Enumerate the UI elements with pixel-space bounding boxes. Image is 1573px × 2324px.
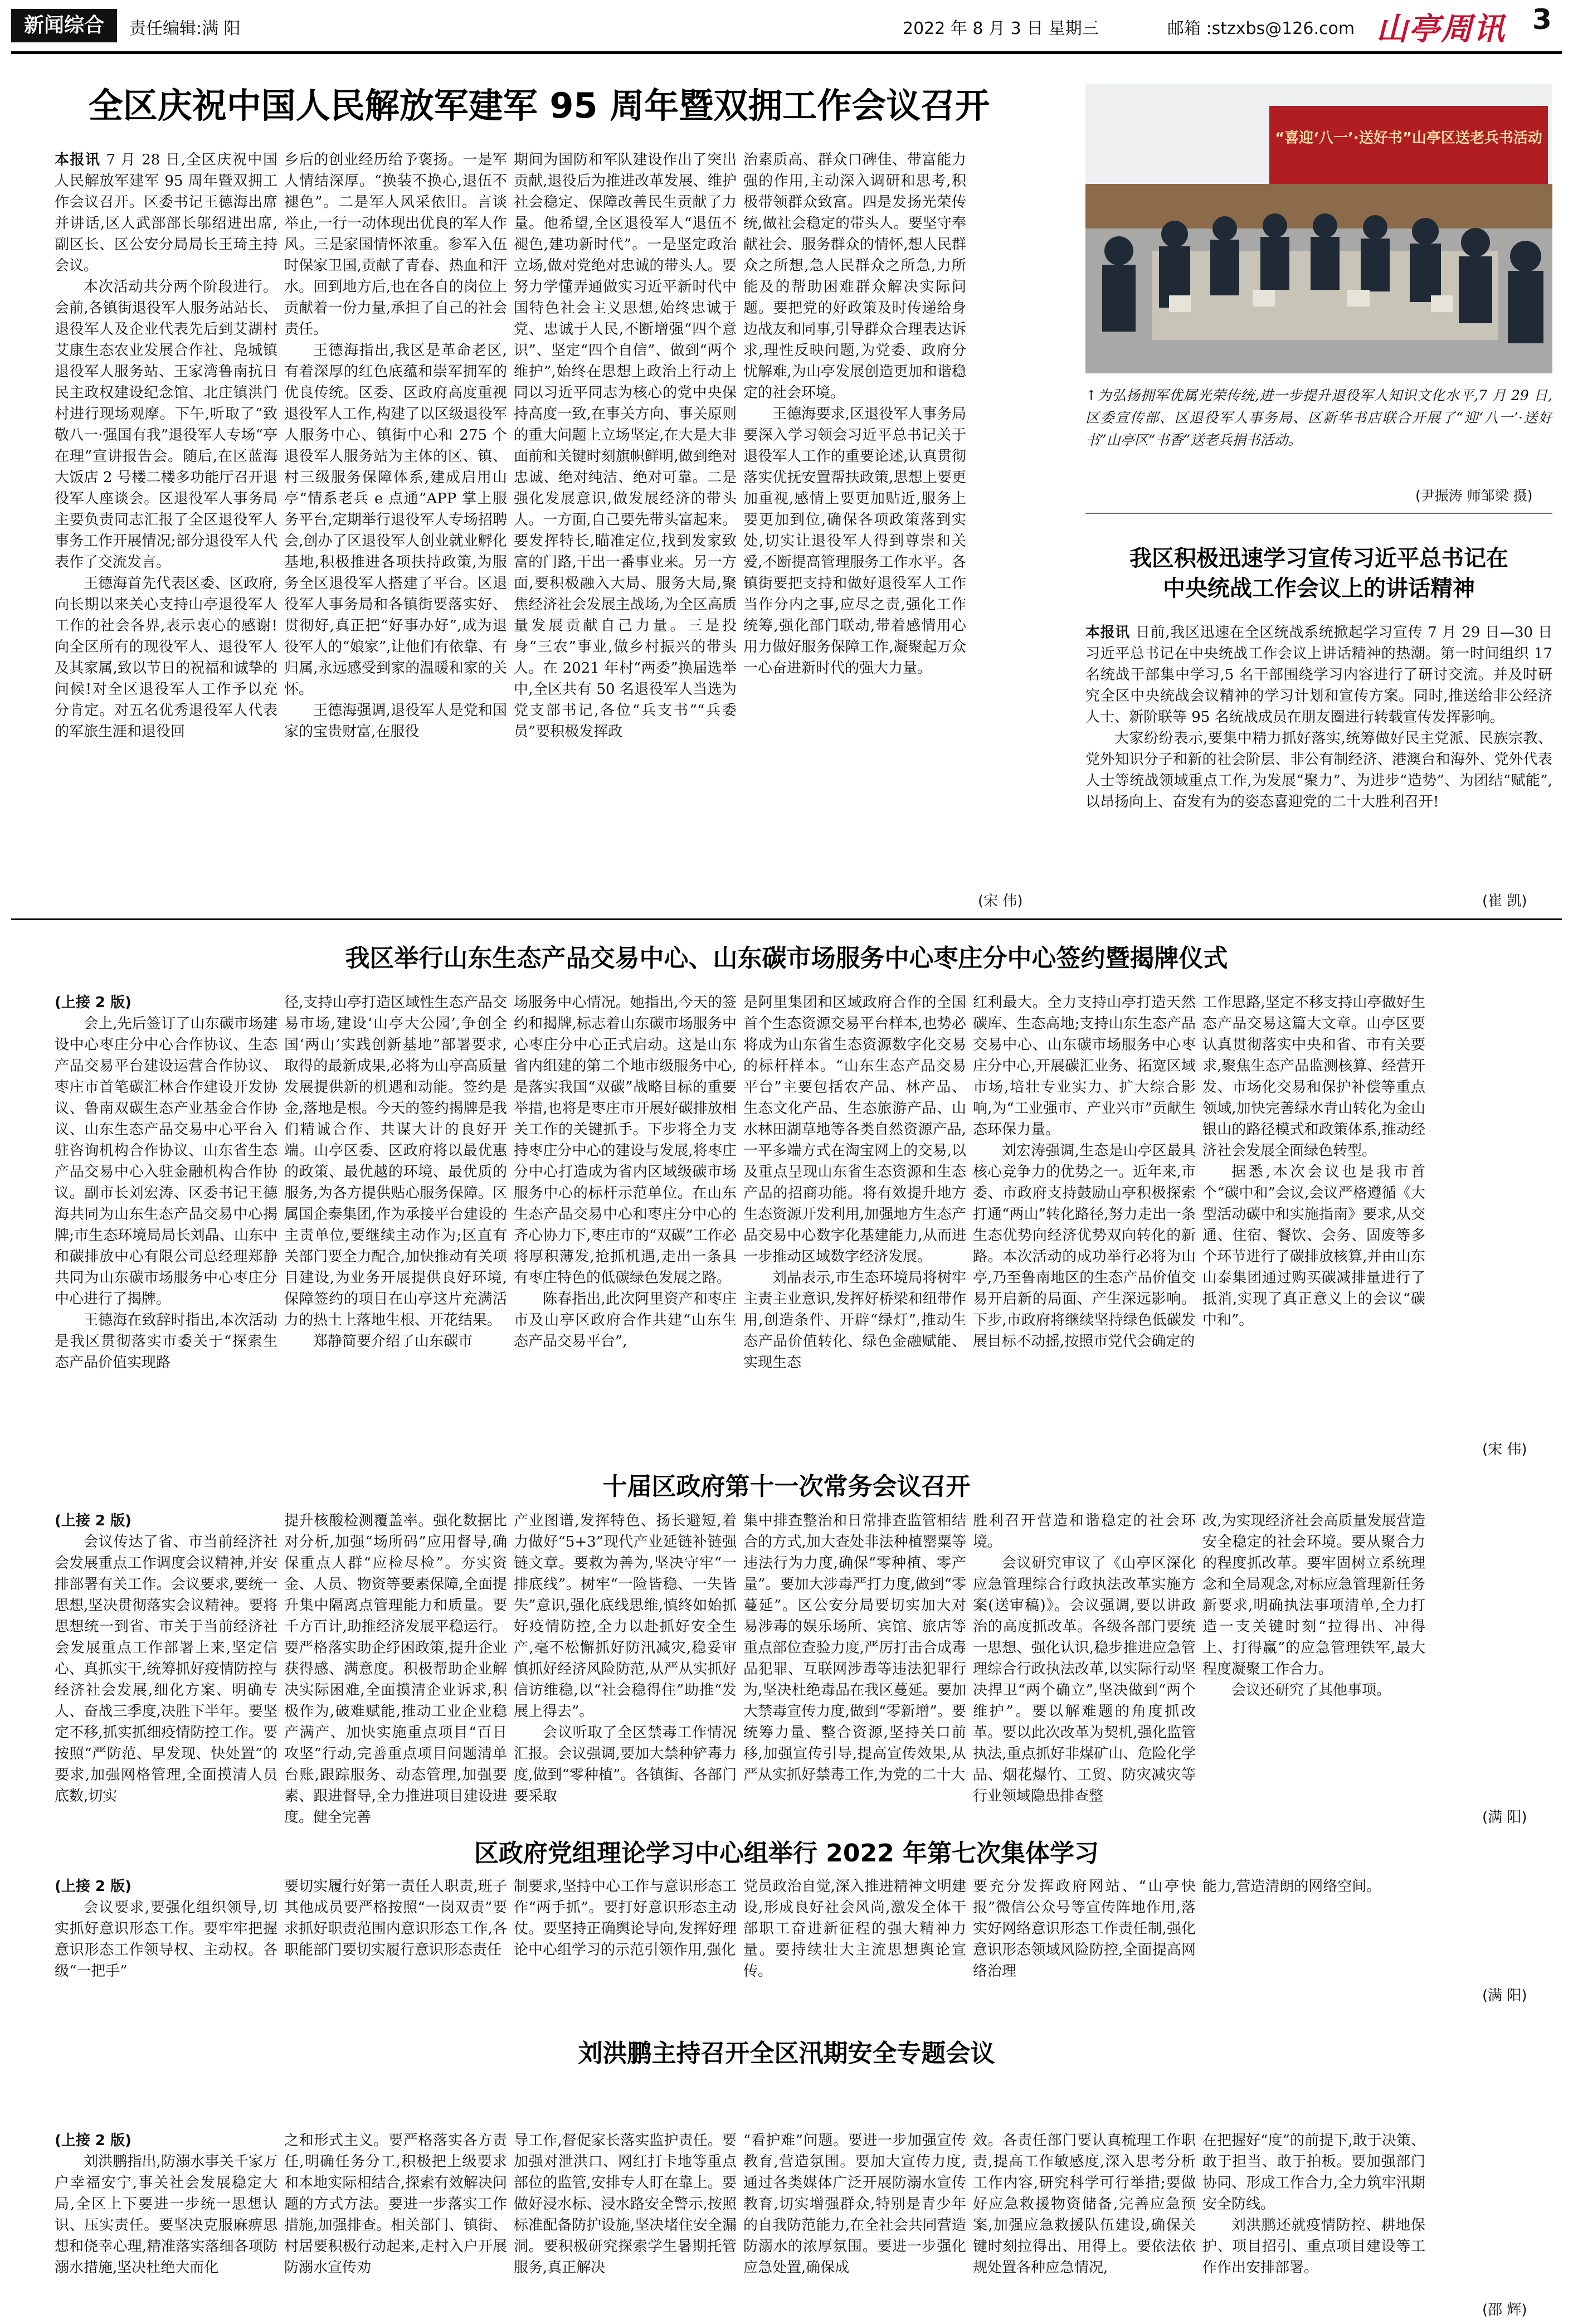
article3-col-3: 场服务中心情况。她指出,今天的签约和揭牌,标志着山东碳市场服务中心枣庄分中心正式启动。这是山东省内组建的第二个地市级服务中心,是落实我国“双碳”战略目标的重要举措,也将是枣庄市开展好碳排放相关工作的关键抓手。下步将全力支持枣庄分中心的建设与发展,将枣庄分中心打造成为省内区域级碳市场服务中心的标杆示范单位。在山东生态产品交易中心和枣庄分中心的齐心协力下,枣庄市的“双碳”工作必将厚积薄发,抢抓机遇,走出一条具有枣庄特色的低碳绿色发展之路。 陈春指出,此次阿里资产和枣庄市及山亭区政府合作共建“山东生态产品交易平台”,	[514, 994, 737, 1350]
article3-col-1: (上接 2 版) 会上,先后签订了山东碳市场建设中心枣庄分中心合作协议、生态产品交易平台建设运营合作协议、枣庄市首笔碳汇林合作建设开发协议、鲁南双碳生态产业基金合作协议、山东生态产品交易中心平台入驻咨询机构合作协议、山东省生态产品交易中心入驻金融机构合作协议。副市长刘宏涛、区委书记王德海共同为山东生态产品交易中心揭牌;市生态环境局局长刘晶、山东中和碳排放中心有限公司总经理郑静共同为山东碳市场服务中心枣庄分中心进行了揭牌。 王德海在致辞时指出,本次活动是我区贯彻落实市委关于“探索生态产品价值实现路	[55, 992, 277, 1455]
photo-caption: ↑为弘扬拥军优属光荣传统,进一步提升退役军人知识文化水平,7 月 29 日,区委宣传部、区退役军人事务局、区新华书店联合开展了“迎‘八一’·送好书”山亭区“书香”送老兵捐书活动。	[1085, 387, 1552, 448]
article3-col-6: 工作思路,坚定不移支持山亭做好生态产品交易这篇大文章。山亭区要认真贯彻落实中央和省、市有关要求,聚焦生态产品监测核算、经营开发、市场化交易和保护补偿等重点领域,加快完善绿水青山转化为金山银山的路径模式和政策体系,推动经济社会发展全面绿色转型。 据悉,本次会议也是我市首个“碳中和”会议,会议严格遵循《大型活动碳中和实施指南》要求,从交通、住宿、餐饮、会务、固废等多个环节进行了碳排放核算,并由山东山泰集团通过购买碳减排量进行了抵消,实现了真正意义上的会议“碳中和”。	[1202, 994, 1425, 1329]
article4-col-3: 产业图谱,发挥特色、扬长避短,着力做好“5+3”现代产业延链补链强链文章。要救为善为,坚决守牢“一排底线”。树牢“一险皆稳、一失皆失”意识,强化底线思维,慎终如始抓好疫情防控,全力以赴抓好安全生产,毫不松懈抓好防汛减灾,稳妥审慎抓好经济风险防范,从严从实抓好信访维稳,以“社会稳得住”助推“发展上得去”。 会议听取了全区禁毒工作情况汇报。会议强调,要加大禁种铲毒力度,做到“零种植”。各镇街、各部门要采取	[514, 1513, 737, 1805]
article4-byline: (满 阳)	[1482, 1809, 1527, 1826]
article2-body: 本报讯 日前,我区迅速在全区统战系统掀起学习宣传 7 月 29 日—30 日习近平总书记在中央统战工作会议上讲话精神的热潮。第一时间组织 17 名统战干部集中学习,5 名干部围绕学习内容进行了研讨交流。并及时研究全区中央统战会议精神的学习计划和宣传方案。同时,推送给非公经济人士、新阶联等 95 名统战成员在朋友圈进行转载宣传发挥影响。 大家纷纷表示,要集中精力抓好落实,统筹做好民主党派、民族宗教、党外知识分子和新的社会阶层、非公有制经济、港澳台和海外、党外代表人士等统战领域重点工作,为发展“聚力”、为进步“造势”、为团结“赋能”,以昂扬向上、奋发有为的姿态喜迎党的二十大胜利召开!	[1085, 624, 1552, 810]
contact-email: 邮箱 :stzxbs@126.com	[1167, 19, 1355, 38]
article5-byline: (满 阳)	[1482, 1987, 1527, 2004]
article5-col-2: 要切实履行好第一责任人职责,班子其他成员要严格按照“一岗双责”要求抓好职责范围内意识形态工作,各职能部门要切实履行意识形态责任	[284, 1878, 507, 1958]
article3-col-5: 红利最大。全力支持山亭打造天然碳库、生态高地;支持山东生态产品交易中心、山东碳市场服务中心枣庄分中心,开展碳汇业务、拓宽区域市场,培壮专业实力、扩大综合影响,为“工业强市、产业兴市”贡献生态环保力量。 刘宏涛强调,生态是山亭区最具核心竞争力的优势之一。近年来,市委、市政府支持鼓励山亭积极探索打通“两山”转化路径,努力走出一条生态优势向经济优势双向转化的新路。本次活动的成功举行必将为山亭,乃至鲁南地区的生态产品价值交易开启新的局面、产生深远影响。下步,市政府将继续坚持绿色低碳发展目标不动摇,按照市党代会确定的	[973, 994, 1196, 1350]
article5-col-6: 能力,营造清朗的网络空间。	[1202, 1878, 1381, 1895]
masthead-logo: 山亭周讯	[1376, 11, 1506, 47]
article2-lead-tag: 本报讯	[1085, 624, 1130, 641]
article2-byline: (崔 凯)	[1482, 893, 1527, 910]
photo-divider	[1085, 513, 1552, 514]
article3-byline: (宋 伟)	[1482, 1441, 1527, 1458]
article1-col-4: 治素质高、群众口碑佳、带富能力强的作用,主动深入调研和思考,积极带领群众致富。四是发扬光荣传统,做社会稳定的带头人。要坚守奉献社会、服务群众的情怀,想人民群众之所想,急人民群众之所急,力所能及的帮助困难群众解决实际问题。要把党的好政策及时传递给身边战友和同事,引导群众合理表达诉求,理性反映问题,为党委、政府分忧解难,为山亭发展创造更加和谐稳定的社会环境。 王德海要求,区退役军人事务局要深入学习领会习近平总书记关于退役军人工作的重要论述,认真贯彻落实优抚安置帮扶政策,思想上要更加重视,感情上要更加贴近,服务上要更加到位,确保各项政策落到实处,切实让退役军人得到尊崇和关爱,不断提高管理服务工作水平。各镇街要把支持和做好退役军人工作当作分内之事,应尽之责,强化工作统筹,强化部门联动,带着感情用心用力做好服务保障工作,凝聚起万众一心奋进新时代的强大力量。	[743, 152, 966, 677]
article5-col-5: 要充分发挥政府网站、“山亭快报”微信公众号等宣传阵地作用,落实好网络意识形态工作责任制,强化意识形态领域风险防控,全面提高网络治理	[973, 1878, 1196, 1980]
article6-col-3: 导工作,督促家长落实监护责任。要加强对泄洪口、网红打卡地等重点部位的监管,安排专人盯在靠上。要做好浸水标、浸水路安全警示,按照标准配备防护设施,坚决堵住安全漏洞。要积极研究探索学生暑期托管服务,真正解决	[514, 2132, 737, 2276]
issue-date: 2022 年 8 月 3 日 星期三	[903, 19, 1099, 38]
article2-title: 我区积极迅速学习宣传习近平总书记在 中央统战工作会议上的讲话精神	[1129, 546, 1508, 601]
article6-col-5: 效。各责任部门要认真梳理工作职责,提高工作敏感度,深入思考分析工作内容,研究科学可行举措;要做好应急救援物资储备,完善应急预案,加强应急救援队伍建设,确保关键时刻拉得出、用得上。要依法依规处置各种应急情况,	[973, 2132, 1196, 2276]
article4-title: 十届区政府第十一次常务会议召开	[602, 1472, 971, 1501]
article6-col-6: 在把握好“度”的前提下,敢于决策、敢于担当、敢于拍板。要加强部门协同、形成工作合力,全力筑牢汛期安全防线。 刘洪鹏还就疫情防控、耕地保护、项目招引、重点项目建设等工作作出安排部署。	[1202, 2132, 1425, 2276]
article1-byline: (宋 伟)	[978, 893, 1023, 910]
article4-continued: (上接 2 版)	[55, 1513, 132, 1529]
article6-continued: (上接 2 版)	[55, 2132, 132, 2149]
photo-credit: (尹振涛 师邹梁 摄)	[1415, 488, 1533, 504]
article4-col-2: 提升核酸检测覆盖率。强化数据比对分析,加强“场所码”应用督导,确保重点人群“应检尽检”。夯实资金、人员、物资等要素保障,全面提升集中隔离点管理能力和质量。要千方百计,助推经济发展平稳运行。要严格落实助企纾困政策,提升企业获得感、满意度。积极帮助企业解决实际困难,全面摸清企业诉求,积极作为,破难赋能,推动工业企业稳产满产、加快实施重点项目“百日攻坚”行动,完善重点项目问题清单台账,跟踪服务、动态管理,加强要素、跟进督导,全力推进项目建设进度。健全完善	[284, 1513, 507, 1826]
article6-title: 刘洪鹏主持召开全区汛期安全专题会议	[578, 2039, 995, 2068]
article6-byline: (邵 辉)	[1482, 2302, 1527, 2318]
editor-credit: 责任编辑:满 阳	[129, 19, 241, 38]
header-bar	[0, 0, 1573, 54]
article1-col-2: 乡后的创业经历给予褒扬。一是军人情结深厚。“换装不换心,退伍不褪色”。二是军人风采依旧。言谈举止,一行一动体现出优良的军人作风。三是家国情怀浓重。参军入伍时保家卫国,贡献了青春、热血和汗水。回到地方后,也在各自的岗位上贡献着一份力量,承担了自己的社会责任。 王德海指出,我区是革命老区,有着深厚的红色底蕴和崇军拥军的优良传统。区委、区政府高度重视退役军人工作,构建了以区级退役军人服务中心、镇街中心和 275 个退役军人服务站为主体的区、镇、村三级服务保障体系,建成启用山亭“情系老兵 e 点通”APP 掌上服务平台,定期举行退役军人专场招聘会,创办了区退役军人创业就业孵化基地,积极推进各项扶持政策,为服务全区退役军人搭建了平台。区退役军人事务局和各镇街要落实好、贯彻好,真正把“好事办好”,成为退役军人的“娘家”,让他们有依靠、有归属,永远感受到家的温暖和家的关怀。 王德海强调,退役军人是党和国家的宝贵财富,在服役	[284, 152, 507, 740]
article5-col-1: (上接 2 版) 会议要求,要强化组织领导,切实抓好意识形态工作。要牢牢把握意识形态工作领导权、主动权。各级“一把手”	[55, 1876, 277, 1987]
article1-col-1: 本报讯 7 月 28 日,全区庆祝中国人民解放军建军 95 周年暨双拥工作会议召开。区委书记王德海出席并讲话,区人武部部长邬绍进出席,副区长、区公安分局局长王琦主持会议。 本次活动共分两个阶段进行。会前,各镇街退役军人服务站站长、退役军人及企业代表先后到艾湖村艾康生态农业发展合作社、凫城镇退役军人服务站、王家湾鲁南抗日民主政权建设纪念馆、北庄镇洪门村进行现场观摩。下午,听取了“致敬八一·强国有我”退役军人专场“亭在理”宣讲报告会。随后,在区蓝海大饭店 2 号楼二楼多功能厅召开退役军人座谈会。区退役军人事务局主要负责同志汇报了全区退役军人事务工作开展情况;部分退役军人代表作了交流发言。 王德海首先代表区委、区政府,向长期以来关心支持山亭退役军人工作的社会各界,表示衷心的感谢!向全区所有的现役军人、退役军人及其家属,致以节日的祝福和诚挚的问候!对全区退役军人工作予以充分肯定。对五名优秀退役军人代表的军旅生涯和退役回	[55, 152, 277, 740]
article4-col-1: (上接 2 版) 会议传达了省、市当前经济社会发展重点工作调度会议精神,并安排部署有关工作。会议要求,要统一思想,坚决贯彻落实会议精神。要将思想统一到省、市关于当前经济社会发展重点工作部署上来,坚定信心、真抓实干,统筹抓好疫情防控与经济社会发展,细化方案、明确专人、奋战三季度,决胜下半年。要坚定不移,抓实抓细疫情防控工作。要按照“严防范、早发现、快处置”的要求,加强网格管理,全面摸清人员底数,切实	[55, 1510, 277, 1828]
article3-col-4: 是阿里集团和区域政府合作的全国首个生态资源交易平台样本,也势必将成为山东省生态资源数字化交易的标杆样本。“山东生态产品交易平台”主要包括农产品、林产品、生态文化产品、生态旅游产品、山水林田湖草地等各类自然资源产品,一平多端方式在淘宝网上的交易,以及重点呈现山东省生态资源和生态产品的招商功能。将有效提升地方生态资源开发利用,加强地方生态产品交易中心数字化基建能力,从而进一步推动区域数字经济发展。 刘晶表示,市生态环境局将树牢主责主业意识,发挥好桥梁和纽带作用,创造条件、开辟“绿灯”,推动生态产品价值转化、绿色金融赋能、实现生态	[743, 994, 966, 1371]
article4-col-5: 胜利召开营造和谐稳定的社会环境。 会议研究审议了《山亭区深化应急管理综合行政执法改革实施方案(送审稿)》。会议强调,要以讲政治的高度抓改革。各级各部门要统一思想、强化认识,稳步推进应急管理综合行政执法改革,以实际行动坚决捍卫“两个确立”,坚决做到“两个维护”。要以解难题的角度抓改革。要以此次改革为契机,强化监管执法,重点抓好非煤矿山、危险化学品、烟花爆竹、工贸、防灾减灾等行业领域隐患排查整	[973, 1513, 1196, 1805]
article3-col-2: 径,支持山亭打造区域性生态产品交易市场,建设‘山亭大公园’,争创全国‘两山’实践创新基地”部署要求,取得的最新成果,必将为山亭高质量发展提供新的机遇和动能。签约是金,落地是根。今天的签约揭牌是我们精诚合作、共谋大计的良好开端。山亭区委、区政府将以最优惠的政策、最优越的环境、最优质的服务,为各方提供贴心服务保障。区属国企泰集团,作为承接平台建设的主责单位,要继续主动作为;区直有关部门要全力配合,加快推动有关项目建设,为业务开展提供良好环境,保障签约的项目在山亭这片充满活力的热土上落地生根、开花结果。 郑静简要介绍了山东碳市	[284, 994, 507, 1350]
article3-title: 我区举行山东生态产品交易中心、山东碳市场服务中心枣庄分中心签约暨揭牌仪式	[345, 944, 1228, 973]
article5-col-3: 制要求,坚持中心工作与意识形态工作“两手抓”。要打好意识形态主动仗。要坚持正确舆论导向,发挥好理论中心组学习的示范引领作用,强化	[514, 1878, 737, 1958]
article5-continued: (上接 2 版)	[55, 1878, 132, 1895]
photo-banner-text: “喜迎‘八一’·送好书”山亭区送老兵书活动	[1275, 130, 1542, 147]
article5-title: 区政府党组理论学习中心组举行 2022 年第七次集体学习	[474, 1839, 1099, 1868]
section-label: 新闻综合	[11, 9, 117, 42]
article4-col-4: 集中排查整治和日常排查监管相结合的方式,加大查处非法种植罂粟等违法行为力度,确保“零种植、零产量”。要加大涉毒严打力度,做到“零蔓延”。区公安分局要切实加大对易涉毒的娱乐场所、宾馆、旅店等重点部位查验力度,严厉打击合成毒品犯罪、互联网涉毒等违法犯罪行为,坚决杜绝毒品在我区蔓延。要加大禁毒宣传力度,做到“零新增”。要统筹力量、整合资源,坚持关口前移,加强宣传引导,提高宣传效果,从严从实抓好禁毒工作,为党的二十大	[743, 1513, 966, 1783]
article6-col-2: 之和形式主义。要严格落实各方责任,明确任务分工,积极把上级要求和本地实际相结合,探索有效解决问题的方式方法。要进一步落实工作措施,加强排查。相关部门、镇街、村居要积极行动起来,走村入户开展防溺水宣传劝	[284, 2132, 507, 2276]
article6-col-1: (上接 2 版) 刘洪鹏指出,防溺水事关千家万户幸福安宁,事关社会发展稳定大局,全区上下要进一步统一思想认识、压实责任。要坚决克服麻痹思想和侥幸心理,精准落实落细各项防溺水措施,坚决杜绝大而化	[55, 2130, 277, 2314]
article1-title: 全区庆祝中国人民解放军建军 95 周年暨双拥工作会议召开	[88, 85, 990, 126]
article1-lead-tag: 本报讯	[55, 152, 101, 168]
article1-col-3: 期间为国防和军队建设作出了突出贡献,退役后为推进改革发展、维护社会稳定、保障改善民生贡献了力量。他希望,全区退役军人“退伍不褪色,建功新时代”。一是坚定政治立场,做对党绝对忠诚的带头人。要努力学懂弄通做实习近平新时代中国特色社会主义思想,始终忠诚于党、忠诚于人民,不断增强“四个意识”、坚定“四个自信”、做到“两个维护”,始终在思想上政治上行动上同以习近平同志为核心的党中央保持高度一致,在事关方向、事关原则的重大问题上立场坚定,在大是大非面前和关键时刻旗帜鲜明,做到绝对忠诚、绝对纯洁、绝对可靠。二是强化发展意识,做发展经济的带头人。一方面,自己要先带头富起来。要发挥特长,瞄准定位,找到发家致富的门路,干出一番事业来。另一方面,要积极融入大局、服务大局,聚焦经济社会发展主战场,为全区高质量发展贡献自己力量。三是投身“三农”事业,做乡村振兴的带头人。在 2021 年村“两委”换届选举中,全区共有 50 名退役军人当选为党支部书记,各位“兵支书”“兵委员”要积极发挥政	[514, 152, 737, 740]
page-number: 3	[1532, 3, 1552, 36]
section-divider-1	[11, 918, 1562, 920]
article4-col-6: 改,为实现经济社会高质量发展营造安全稳定的社会环境。要从聚合力的程度抓改革。要牢固树立系统理念和全局观念,对标应急管理新任务新要求,明确执法事项清单,全力打造一支关键时刻“拉得出、冲得上、打得赢”的应急管理铁军,最大程度凝聚工作合力。 会议还研究了其他事项。	[1202, 1513, 1425, 1699]
article3-continued: (上接 2 版)	[55, 994, 132, 1011]
header-rule	[11, 51, 1562, 54]
article5-col-4: 党员政治自觉,深入推进精神文明建设,形成良好社会风尚,激发全体干部职工奋进新征程的强大精神力量。要持续壮大主流思想舆论宣传。	[743, 1878, 966, 1980]
news-photo	[1085, 84, 1552, 373]
article6-col-4: “看护难”问题。要进一步加强宣传教育,营造氛围。要加大宣传力度,通过各类媒体广泛开展防溺水宣传教育,切实增强群众,特别是青少年的自我防范能力,在全社会共同营造防溺水的浓厚氛围。要进一步强化应急处置,确保成	[743, 2132, 966, 2276]
